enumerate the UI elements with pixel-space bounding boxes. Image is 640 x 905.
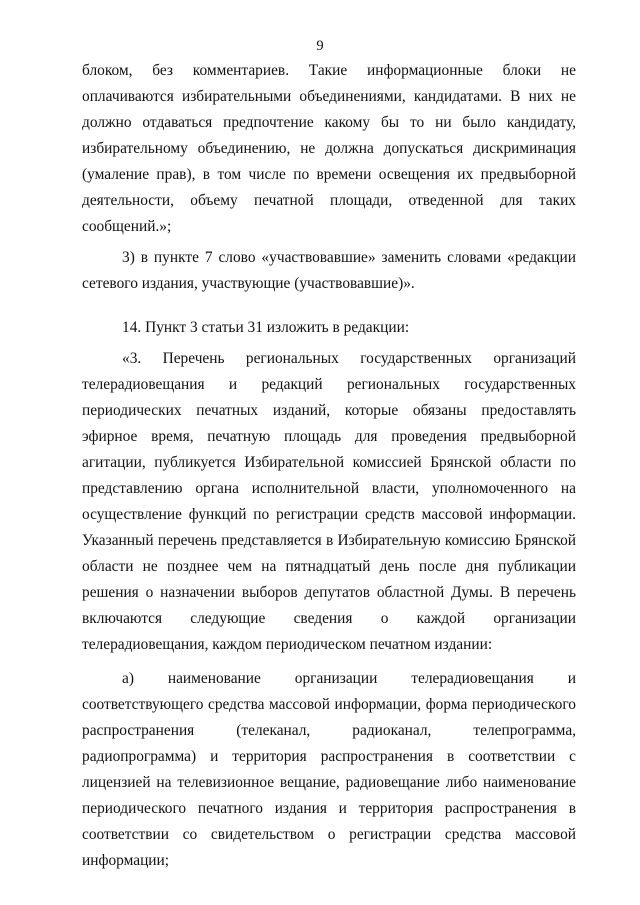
paragraph-item-3: 3) в пункте 7 слово «участвовавшие» заменить словами «редакции сетевого издания, участвующие (участвовавшие)». xyxy=(82,249,576,292)
document-body xyxy=(82,58,576,874)
paragraph-point-14: 14. Пункт 3 статьи 31 изложить в редакции: xyxy=(122,319,410,336)
page-number: 9 xyxy=(316,38,324,54)
paragraph-subitem-a: а) наименование организации телерадиовещания и соответствующего средства массовой информации, форма периодического распространения (телеканал, радиоканал, телепрограмма, радиопрограмма) и территория распространения в соответствии с лицензией на телевизионное вещание, радиовещание либо наименование периодического печатного издания и территория распространения в соответствии со свидетельством о регистрации средства массовой информации; xyxy=(82,670,576,869)
paragraph-continuation: блоком, без комментариев. Такие информационные блоки не оплачиваются избирательными объединениями, кандидатами. В них не должно отдаваться предпочтение какому бы то ни было кандидату, избирательному объединению, не должна допускаться дискриминация (умаление прав), в том числе по времени освещения их предвыборной деятельности, объему печатной площади, отведенной для таких сообщений.»; xyxy=(82,62,576,235)
paragraph-clause-3: «3. Перечень региональных государственных организаций телерадиовещания и редакций региональных государственных периодических печатных изданий, которые обязаны предоставлять эфирное время, печатную площадь для проведения предвыборной агитации, публикуется Избирательной комиссией Брянской области по представлению органа исполнительной власти, уполномоченного на осуществление функций по регистрации средств массовой информации. Указанный перечень представляется в Избирательную комиссию Брянской области не позднее чем на пятнадцатый день после дня публикации решения о назначении выборов депутатов областной Думы. В перечень включаются следующие сведения о каждой организации телерадиовещания, каждом периодическом печатном издании: xyxy=(82,350,576,653)
